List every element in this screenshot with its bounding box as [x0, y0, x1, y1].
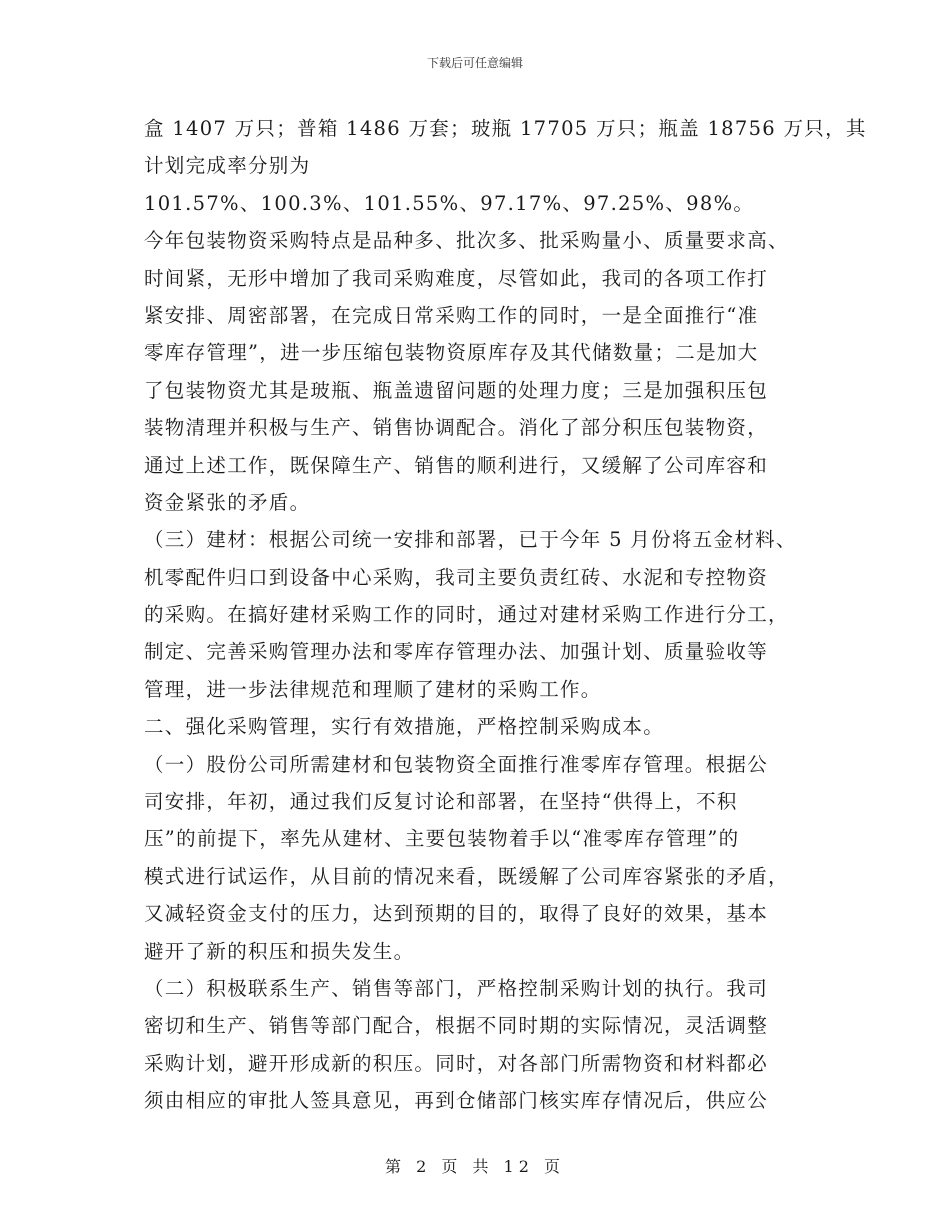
text-line: （二）积极联系生产、销售等部门，严格控制采购计划的执行。我司	[144, 976, 769, 1000]
text-line: 装物清理并积极与生产、销售协调配合。消化了部分积压包装物资，	[144, 416, 769, 440]
text-line: 的采购。在搞好建材采购工作的同时，通过对建材采购工作进行分工，	[144, 603, 789, 627]
document-body	[144, 110, 867, 1120]
text-line: （一）股份公司所需建材和包装物资全面推行准零库存管理。根据公	[144, 752, 769, 776]
text-line: 紧安排、周密部署，在完成日常采购工作的同时，一是全面推行“准	[144, 303, 759, 327]
text-line: 司安排，年初，通过我们反复讨论和部署，在坚持“供得上，不积	[144, 790, 738, 814]
text-line: 了包装物资尤其是玻瓶、瓶盖遗留问题的处理力度；三是加强积压包	[144, 378, 769, 402]
text-line: 避开了新的积压和损失发生。	[144, 939, 415, 963]
text-line: 机零配件归口到设备中心采购，我司主要负责红砖、水泥和专控物资	[144, 565, 769, 589]
text-line: 须由相应的审批人签具意见，再到仓储部门核实库存情况后，供应公	[144, 1089, 769, 1113]
text-line: 模式进行试运作，从目前的情况来看，既缓解了公司库容紧张的矛盾，	[144, 864, 789, 888]
text-line: 制定、完善采购管理办法和零库存管理办法、加强计划、质量验收等	[144, 640, 769, 664]
text-line: 今年包装物资采购特点是品种多、批次多、批采购量小、质量要求高、	[144, 229, 789, 253]
text-line: （三）建材：根据公司统一安排和部署，已于今年 5 月份将五金材料、	[144, 528, 797, 552]
text-line: 通过上述工作，既保障生产、销售的顺利进行，又缓解了公司库容和	[144, 453, 769, 477]
text-line: 密切和生产、销售等部门配合，根据不同时期的实际情况，灵活调整	[144, 1014, 769, 1038]
text-line: 资金紧张的矛盾。	[144, 490, 311, 514]
text-line: 又减轻资金支付的压力，达到预期的目的，取得了良好的效果，基本	[144, 902, 769, 926]
text-line: 零库存管理”，进一步压缩包装物资原库存及其代储数量；二是加大	[144, 341, 759, 365]
text-line: 管理，进一步法律规范和理顺了建材的采购工作。	[144, 677, 602, 701]
page-header: 下载后可任意编辑	[426, 56, 523, 70]
text-line: 盒 1407 万只；普箱 1486 万套；玻瓶 17705 万只；瓶盖 18756 万只，其	[144, 117, 867, 140]
text-line: 计划完成率分别为	[144, 154, 311, 178]
text-line: 时间紧，无形中增加了我司采购难度，尽管如此，我司的各项工作打	[144, 266, 769, 290]
text-line: 101.57%、100.3%、101.55%、97.17%、97.25%、98%。	[144, 191, 755, 215]
text-line: 采购计划，避开形成新的积压。同时，对各部门所需物资和材料都必	[144, 1051, 769, 1075]
page-number-footer: 第 2 页 共 12 页	[385, 1157, 565, 1176]
section-heading: 二、强化采购管理，实行有效措施，严格控制采购成本。	[144, 715, 665, 739]
text-line: 压”的前提下，率先从建材、主要包装物着手以“准零库存管理”的	[144, 827, 740, 851]
